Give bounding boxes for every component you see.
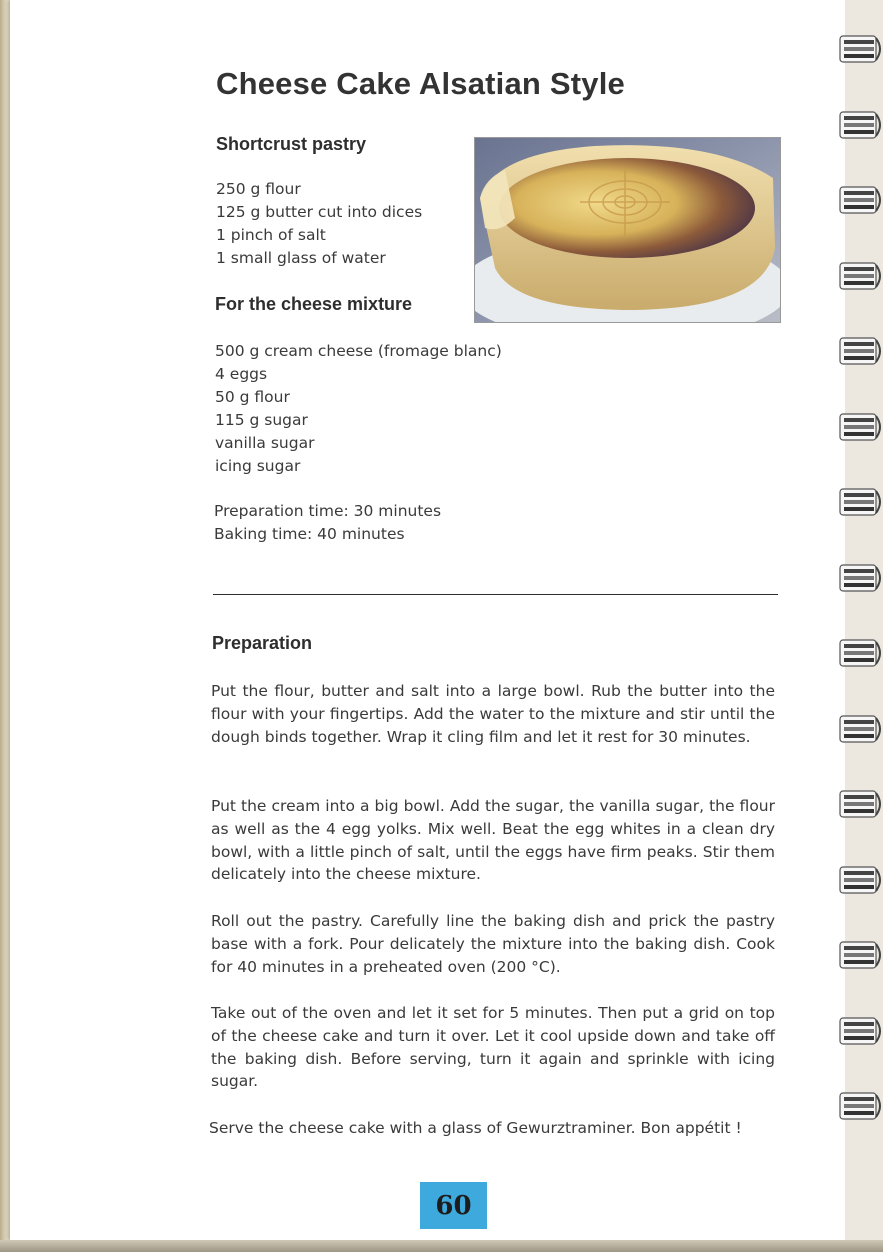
spiral-binding-icon: [838, 559, 883, 599]
spiral-binding-icon: [838, 1012, 883, 1052]
spiral-binding-icon: [838, 936, 883, 976]
preparation-step: Put the cream into a big bowl. Add the sugar, the vanilla sugar, the flour as well as the 4 egg yolks. Mix well. Beat the egg whites in a clean dry bowl, with a little pinch of salt, until the eggs have firm peaks. Stir them delicately into the cheese mixture.: [211, 797, 775, 884]
ingredient-item: 125 g butter cut into dices: [216, 203, 423, 221]
cheese-mixture-heading: For the cheese mixture: [215, 294, 413, 314]
ingredient-item: 500 g cream cheese (fromage blanc): [215, 342, 502, 360]
spiral-binding-icon: [838, 483, 883, 523]
spiral-binding-icon: [838, 30, 883, 70]
ingredient-item: 1 small glass of water: [216, 249, 386, 267]
preparation-step: Roll out the pastry. Carefully line the baking dish and prick the pastry base with a fork. Pour delicately the mixture into the baking dish. Cook for 40 minutes in a preheated oven (200 °C).: [211, 912, 775, 976]
ingredient-item: icing sugar: [215, 457, 301, 475]
spiral-binding-icon: [838, 408, 883, 448]
spiral-binding-icon: [838, 181, 883, 221]
spiral-binding-icon: [838, 785, 883, 825]
section-divider: [213, 594, 778, 595]
recipe-title: Cheese Cake Alsatian Style: [216, 66, 625, 101]
ingredient-item: 4 eggs: [215, 365, 268, 383]
spiral-binding-icon: [838, 710, 883, 750]
ingredient-item: 50 g flour: [215, 388, 290, 406]
spiral-binding-icon: [838, 1087, 883, 1127]
serving-suggestion: Serve the cheese cake with a glass of Gewurztraminer. Bon appétit !: [209, 1119, 742, 1137]
spiral-binding-icon: [838, 634, 883, 674]
preparation-step: Put the flour, butter and salt into a large bowl. Rub the butter into the flour with your fingertips. Add the water to the mixture and stir until the dough binds together. Wrap it cling film and let it rest for 30 minutes.: [211, 682, 775, 746]
book-bottom-edge: [0, 1240, 883, 1252]
ingredient-item: 250 g flour: [216, 180, 301, 198]
spiral-binding-icon: [838, 861, 883, 901]
pastry-ingredients-list: [216, 178, 422, 270]
page-number-badge: [420, 1182, 487, 1229]
page-number: 60: [435, 1190, 472, 1221]
spiral-binding-icon: [838, 257, 883, 297]
ingredient-item: vanilla sugar: [215, 434, 315, 452]
preparation-heading: Preparation: [212, 633, 313, 653]
spiral-binding-icon: [838, 106, 883, 146]
ingredient-item: 115 g sugar: [215, 411, 308, 429]
timings: [214, 500, 441, 546]
pastry-heading: Shortcrust pastry: [216, 134, 367, 154]
ingredient-item: 1 pinch of salt: [216, 226, 326, 244]
cheese-ingredients-list: [215, 340, 502, 478]
spiral-binding-icon: [838, 332, 883, 372]
preparation-time: Preparation time: 30 minutes: [214, 502, 442, 520]
preparation-step: Take out of the oven and let it set for 5 minutes. Then put a grid on top of the cheese cake and turn it over. Let it cool upside down and take off the baking dish. Before serving, turn it again and sprinkle with icing sugar.: [211, 1004, 775, 1091]
baking-time: Baking time: 40 minutes: [214, 525, 405, 543]
cheesecake-photo: [474, 137, 781, 323]
